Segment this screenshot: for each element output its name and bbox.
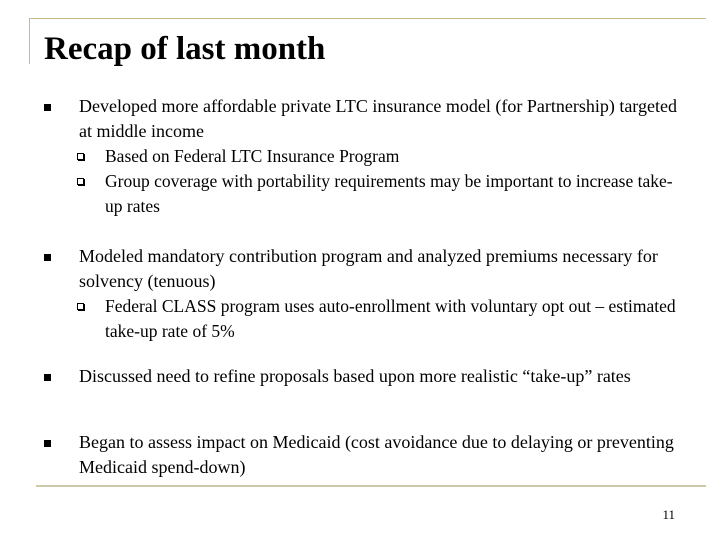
- bullet-text: Developed more affordable private LTC insurance model (for Partnership) targeted at middle income: [79, 96, 677, 141]
- slide-title: Recap of last month: [44, 31, 326, 67]
- bullet-text: Discussed need to refine proposals based upon more realistic “take-up” rates: [79, 366, 631, 386]
- sub-bullet-text: Federal CLASS program uses auto-enrollment with voluntary opt out – estimated take-up rate of 5%: [105, 296, 676, 341]
- bullet-item-1: [44, 94, 684, 219]
- frame-left-line: [29, 18, 30, 64]
- sub-bullet-item: [44, 144, 684, 169]
- square-bullet-icon: [44, 440, 51, 447]
- sub-bullet-text: Group coverage with portability requirements may be important to increase take-up rates: [105, 171, 673, 216]
- bullet-item-2: [44, 244, 684, 344]
- page-number: 11: [662, 507, 675, 522]
- sub-bullet-text: Based on Federal LTC Insurance Program: [105, 146, 400, 166]
- bullet-item-3: [44, 364, 684, 389]
- bullet-text: Modeled mandatory contribution program and analyzed premiums necessary for solvency (tenuous): [79, 246, 658, 291]
- bullet-text: Began to assess impact on Medicaid (cost avoidance due to delaying or preventing Medicaid spend-down): [79, 432, 674, 477]
- sub-bullet-item: [44, 294, 684, 344]
- bullet-item-4: [44, 430, 684, 480]
- frame-top-line: [29, 18, 706, 19]
- square-bullet-icon: [44, 374, 51, 381]
- sub-bullet-item: [44, 169, 684, 219]
- square-bullet-icon: [44, 104, 51, 111]
- hollow-square-bullet-icon: [77, 178, 84, 185]
- footer-divider: [36, 485, 706, 487]
- hollow-square-bullet-icon: [77, 153, 84, 160]
- square-bullet-icon: [44, 254, 51, 261]
- hollow-square-bullet-icon: [77, 303, 84, 310]
